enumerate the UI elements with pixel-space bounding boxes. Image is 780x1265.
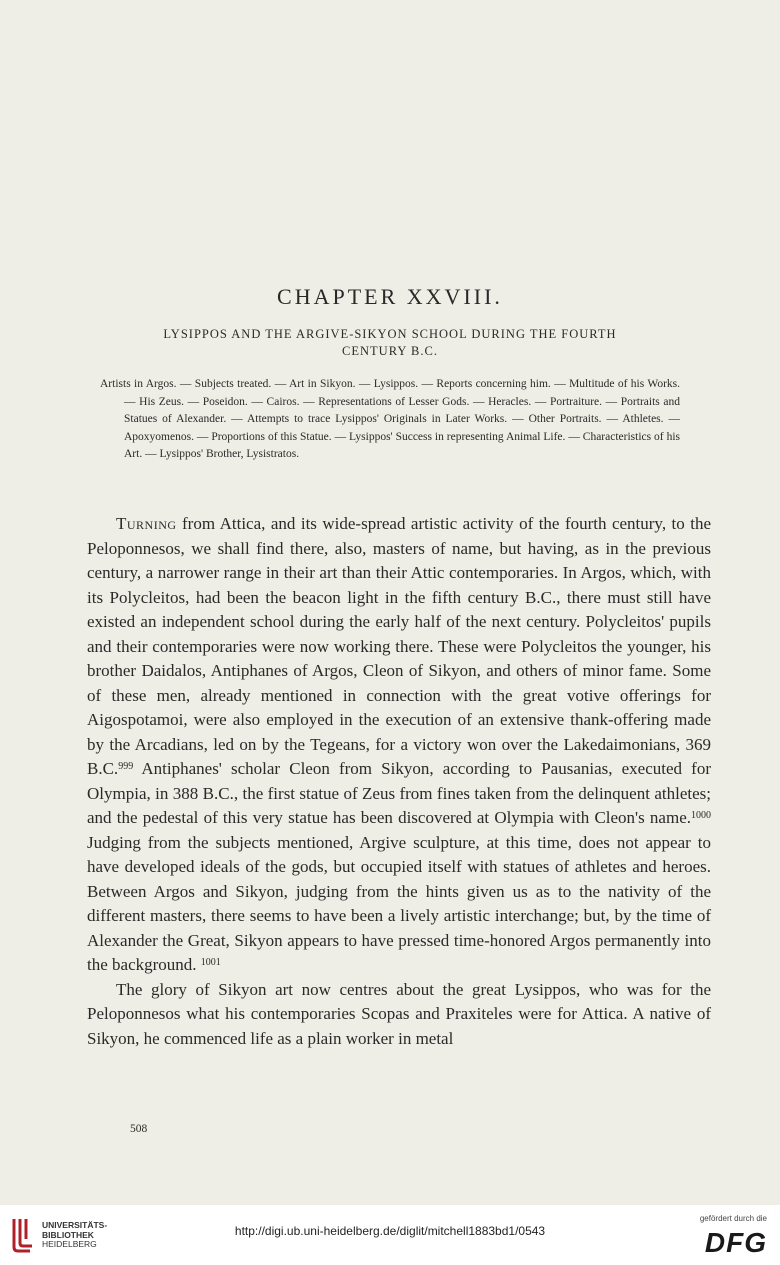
paragraph-1 [87,512,711,978]
digital-copy-link[interactable]: http://digi.ub.uni-heidelberg.de/diglit/mitchell1883bd1/0543 [234,1224,546,1238]
dfg-logo[interactable]: DFG [704,1227,767,1258]
summary-text: Artists in Argos. — Subjects treated. — Art in Sikyon. — Lysippos. — Reports concerning him. — Multitude of his Works. — His Zeus. — Poseidon. — Cairos. — Representations of Lesser Gods. — Heracles. — Portraiture. — Portraits and Statues of Alexander. — Attempts to trace Lysippos' Originals in Later Works. — Other Portraits. — Athletes. — Apoxyomenos. — Proportions of this Statue. — Lysippos' Success in representing Animal Life. — Characteristics of his Art. — Lysippos' Brother, Lysistratos. [100,378,680,460]
footnote-ref-999: 999 [118,761,134,772]
paragraph-2: The glory of Sikyon art now centres about the great Lysippos, who was for the Peloponnesos what his contemporaries Scopas and Praxiteles were for Attica. A native of Sikyon, he commenced life as a plain worker in metal [87,979,711,1048]
footnote-ref-1000: 1000 [691,810,711,821]
body-text [87,512,711,1051]
opening-word: Turning [116,514,177,533]
sponsor-text: gefördert durch die [699,1214,767,1223]
chapter-heading: CHAPTER XXVIII. [277,284,503,309]
library-line-3: HEIDELBERG [42,1239,97,1249]
library-line-1: UNIVERSITÄTS- [42,1220,108,1230]
chapter-title-line-1: LYSIPPOS AND THE ARGIVE-SIKYON SCHOOL DURING THE FOURTH [163,327,617,341]
chapter-title [110,326,670,360]
chapter-summary [100,376,680,464]
paragraph-1-part-1: from Attica, and its wide-spread artistic activity of the fourth century, to the Peloponnesos, we shall find there, also, masters of name, but having, as in the previous century, a narrower range in their art than their Attic contemporaries. In Argos, which, with its Polycleitos, had been the beacon light in the fifth century B.C., there must still have existed an independent school during the early half of the next century. Polycleitos' pupils and their contemporaries were now working there. These were Polycleitos the younger, his brother Daidalos, Antiphanes of Argos, Cleon of Sikyon, and others of minor fame. Some of these men, already mentioned in connection with the great votive offerings for Aigospotamoi, were also employed in the execution of an extensive thank-offering made by the Arcadians, led on by the Tegeans, for a victory won over the Lakedaimonians, 369 B.C. [87,514,711,778]
page-number: 508 [130,1123,148,1135]
paragraph-1-part-2: Antiphanes' scholar Cleon from Sikyon, according to Pausanias, executed for Olympia, in 388 B.C., the first statue of Zeus from fines taken from the delinquent athletes; and the pedestal of this very statue has been discovered at Olympia with Cleon's name. [87,759,711,827]
library-line-2: BIBLIOTHEK [42,1229,94,1240]
chapter-title-line-2: CENTURY B.C. [342,344,438,358]
paragraph-1-part-3: Judging from the subjects mentioned, Argive sculpture, at this time, does not appear to have developed ideals of the gods, but occupied itself with statues of athletes and heroes. Between Argos and Sikyon, judging from the hints given us as to the nativity of the different masters, there seems to have been a lively artistic interchange; but, by the time of Alexander the Great, Sikyon appears to have pressed time-honored Argos permanently into the background. [87,832,711,974]
footnote-ref-1001: 1001 [200,957,221,968]
